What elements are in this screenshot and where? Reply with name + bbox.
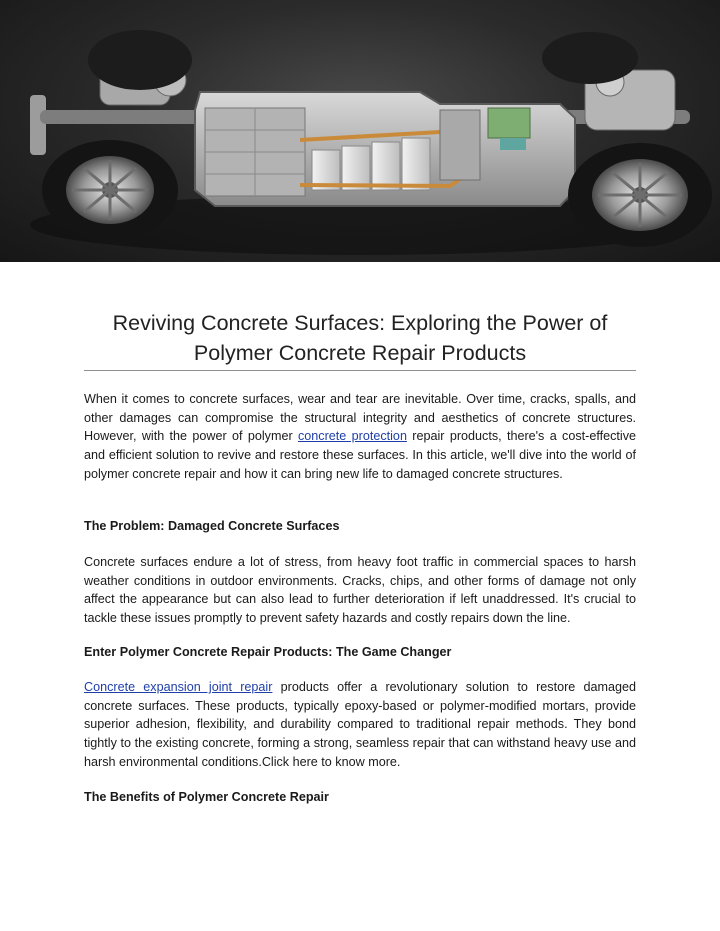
page-title: Reviving Concrete Surfaces: Exploring the Power of Polymer Concrete Repair Products — [112, 311, 608, 365]
game-changer-paragraph — [84, 678, 636, 772]
section-heading-benefits: The Benefits of Polymer Concrete Repair — [84, 790, 329, 804]
problem-paragraph: Concrete surfaces endure a lot of stress, from heavy foot traffic in commercial spaces to harsh weather conditions in outdoor environments. Cracks, chips, and other forms of damage not only affect the appearance but can also lead to further deterioration if left unaddressed. It's crucial to tackle these issues promptly to prevent safety hazards and costly repairs down the line. — [84, 555, 636, 626]
intro-paragraph — [84, 390, 636, 484]
section-heading-game-changer: Enter Polymer Concrete Repair Products: The Game Changer — [84, 645, 452, 659]
intro-text-before-link: When it comes to concrete surfaces, wear and tear are inevitable. Over time, cracks, spalls, and other damages can compromise the structural integrity and aesthetics of concrete structures. However, with the power of polymer — [84, 392, 636, 444]
title-divider — [84, 370, 636, 371]
concrete-protection-link[interactable]: concrete protection — [298, 429, 407, 444]
intro-text-after-link: repair products, there's a cost-effective and efficient solution to revive and restore these surfaces. In this article, we'll dive into the world of polymer concrete repair and how it can bring new life to damaged concrete structures. — [84, 429, 636, 481]
ev-chassis-illustration — [0, 0, 720, 262]
game-changer-text: products offer a revolutionary solution to restore damaged concrete surfaces. These products, typically epoxy-based or polymer-modified mortars, provide superior adhesion, flexibility, and durability compared to traditional repair methods. They bond tightly to the existing concrete, forming a strong, seamless repair that can withstand heavy use and harsh environmental conditions.Click here to know more. — [84, 680, 636, 769]
section-heading-problem: The Problem: Damaged Concrete Surfaces — [84, 519, 340, 533]
expansion-joint-repair-link[interactable]: Concrete expansion joint repair — [84, 680, 273, 694]
hero-image — [0, 0, 720, 262]
